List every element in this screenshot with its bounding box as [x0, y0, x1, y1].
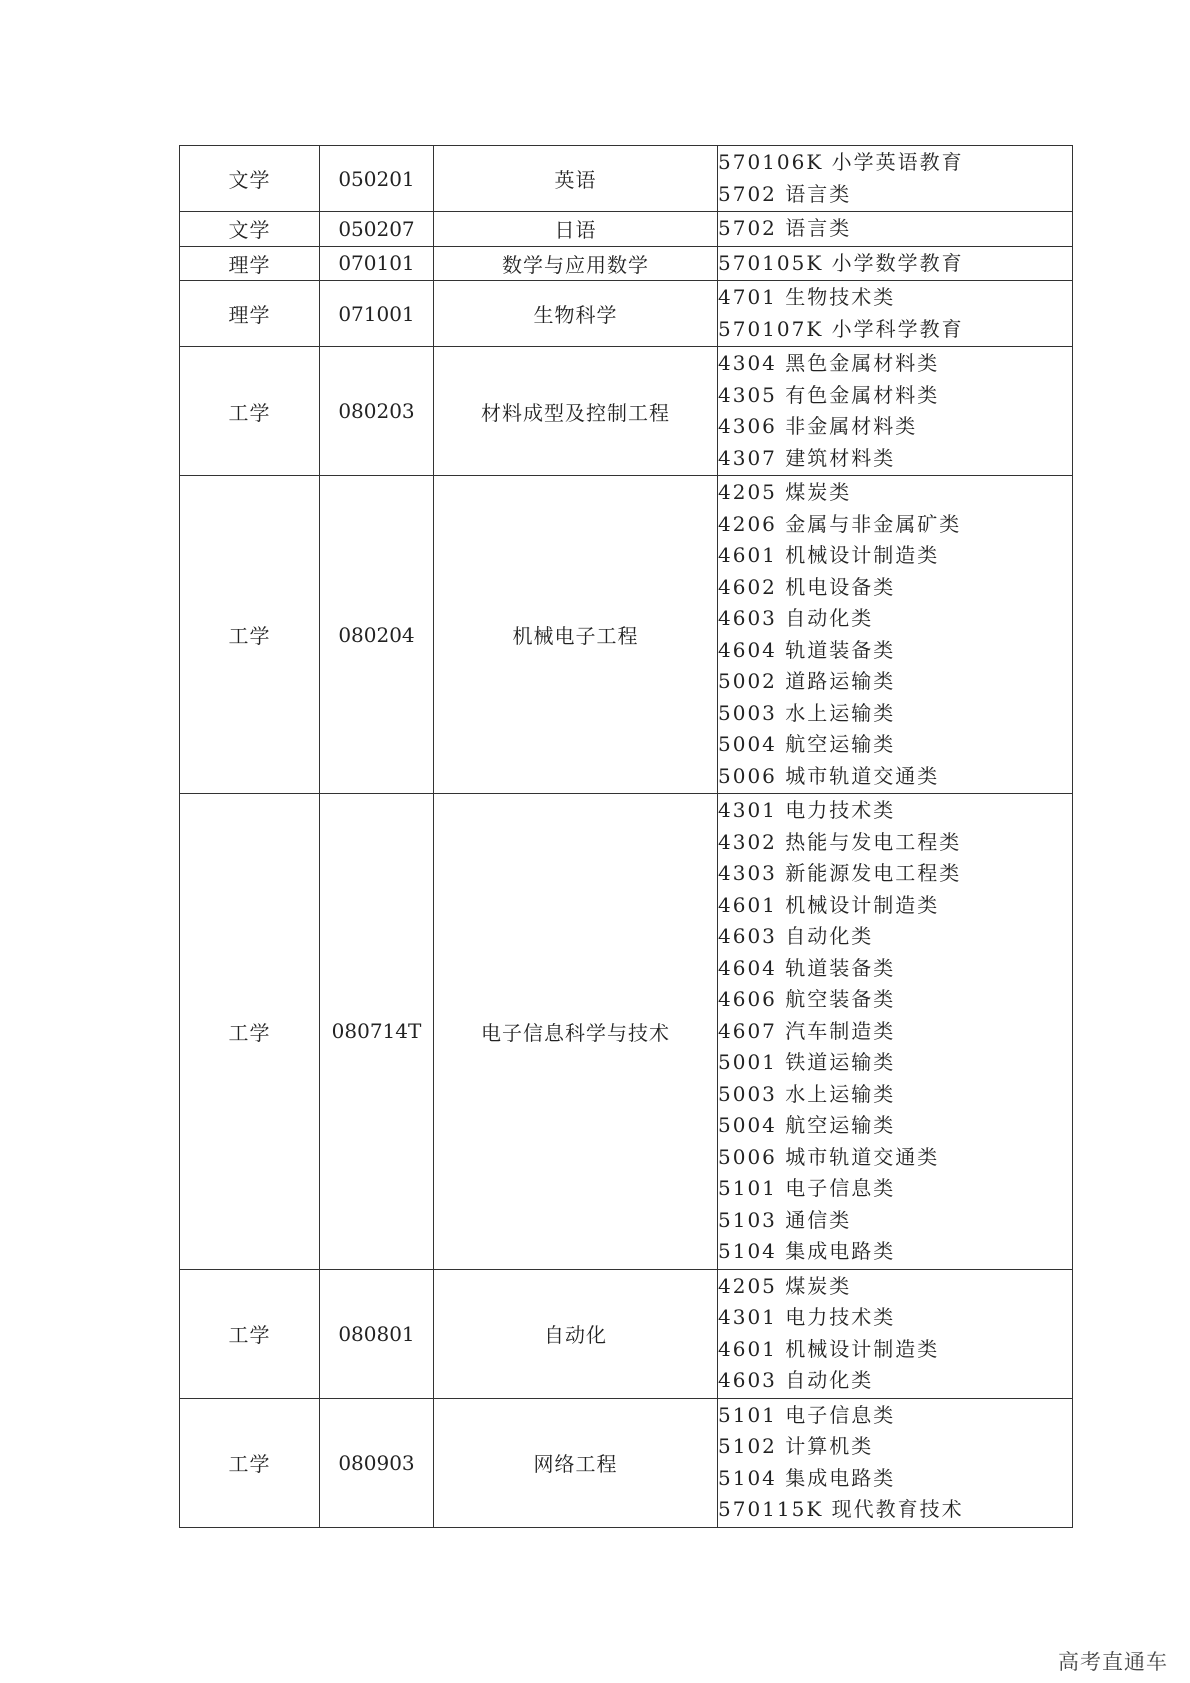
major-code-cell: 050201	[320, 146, 434, 212]
discipline-category-cell: 工学	[180, 1398, 320, 1527]
discipline-category-cell: 文学	[180, 146, 320, 212]
vocational-major-item: 5004 航空运输类	[718, 732, 896, 756]
major-code-cell: 080204	[320, 476, 434, 794]
major-code-cell: 050207	[320, 212, 434, 247]
vocational-majors-cell	[718, 794, 1073, 1270]
major-name-cell: 机械电子工程	[434, 476, 718, 794]
discipline-category-cell: 工学	[180, 1269, 320, 1398]
vocational-major-item: 5101 电子信息类	[718, 1176, 896, 1200]
vocational-major-item: 4604 轨道装备类	[718, 955, 896, 980]
vocational-major-item: 570107K 小学科学教育	[718, 316, 964, 341]
major-code-cell: 071001	[320, 281, 434, 347]
major-code-cell: 070101	[320, 246, 434, 281]
vocational-major-item: 4206 金属与非金属矿类	[718, 511, 962, 536]
vocational-major-item: 4301 电力技术类	[718, 1305, 896, 1329]
vocational-major-item: 4205 煤炭类	[718, 480, 852, 504]
major-name-cell: 材料成型及控制工程	[434, 347, 718, 476]
vocational-major-item: 4603 自动化类	[718, 1368, 874, 1392]
vocational-majors-cell	[718, 1269, 1073, 1398]
table-body	[180, 146, 1073, 1528]
discipline-category-cell: 理学	[180, 246, 320, 281]
major-name-cell: 生物科学	[434, 281, 718, 347]
discipline-category-cell: 工学	[180, 347, 320, 476]
vocational-major-item: 5004 航空运输类	[718, 1113, 896, 1137]
major-code-cell: 080203	[320, 347, 434, 476]
table-row	[180, 794, 1073, 1270]
vocational-major-item: 4305 有色金属材料类	[718, 382, 940, 407]
vocational-major-item: 4601 机械设计制造类	[718, 1336, 940, 1361]
vocational-majors-cell	[718, 1398, 1073, 1527]
vocational-major-item: 4604 轨道装备类	[718, 637, 896, 662]
major-name-cell: 网络工程	[434, 1398, 718, 1527]
watermark-text: 高考直通车	[1058, 1650, 1168, 1674]
vocational-major-item: 570115K 现代教育技术	[718, 1497, 964, 1521]
major-name-cell: 电子信息科学与技术	[434, 794, 718, 1270]
major-code-cell: 080801	[320, 1269, 434, 1398]
table-row	[180, 1269, 1073, 1398]
vocational-major-item: 5102 计算机类	[718, 1434, 874, 1458]
vocational-major-item: 5001 铁道运输类	[718, 1050, 896, 1074]
vocational-major-item: 4301 电力技术类	[718, 798, 896, 822]
major-name-cell: 日语	[434, 212, 718, 247]
vocational-major-item: 4306 非金属材料类	[718, 414, 918, 438]
vocational-major-item: 5104 集成电路类	[718, 1465, 896, 1490]
vocational-major-item: 5006 城市轨道交通类	[718, 1144, 940, 1169]
vocational-major-item: 5003 水上运输类	[718, 1081, 896, 1106]
vocational-major-item: 5006 城市轨道交通类	[718, 763, 940, 788]
vocational-majors-cell	[718, 246, 1073, 281]
table-row	[180, 1398, 1073, 1527]
vocational-major-item: 4701 生物技术类	[718, 285, 896, 309]
vocational-major-item: 4307 建筑材料类	[718, 445, 896, 470]
vocational-major-item: 5003 水上运输类	[718, 700, 896, 725]
table-row	[180, 146, 1073, 212]
vocational-majors-cell	[718, 212, 1073, 247]
vocational-major-item: 570105K 小学数学教育	[718, 250, 964, 275]
vocational-major-item: 4606 航空装备类	[718, 987, 896, 1011]
vocational-majors-cell	[718, 347, 1073, 476]
discipline-category-cell: 文学	[180, 212, 320, 247]
table-row	[180, 281, 1073, 347]
discipline-category-cell: 工学	[180, 476, 320, 794]
vocational-majors-cell	[718, 281, 1073, 347]
vocational-major-item: 4303 新能源发电工程类	[718, 861, 962, 885]
major-name-cell: 英语	[434, 146, 718, 212]
major-code-cell: 080903	[320, 1398, 434, 1527]
vocational-major-item: 5104 集成电路类	[718, 1239, 896, 1263]
vocational-major-item: 4205 煤炭类	[718, 1273, 852, 1298]
vocational-majors-cell	[718, 146, 1073, 212]
table-row	[180, 246, 1073, 281]
vocational-major-item: 5702 语言类	[718, 181, 852, 206]
vocational-major-item: 5101 电子信息类	[718, 1402, 896, 1427]
vocational-major-item: 4304 黑色金属材料类	[718, 351, 940, 375]
table-row	[180, 347, 1073, 476]
vocational-major-item: 4601 机械设计制造类	[718, 892, 940, 917]
table-row	[180, 476, 1073, 794]
major-name-cell: 数学与应用数学	[434, 246, 718, 281]
vocational-major-item: 4602 机电设备类	[718, 574, 896, 599]
vocational-major-item: 5002 道路运输类	[718, 669, 896, 693]
vocational-major-item: 4302 热能与发电工程类	[718, 829, 962, 854]
vocational-major-item: 570106K 小学英语教育	[718, 150, 964, 174]
discipline-category-cell: 工学	[180, 794, 320, 1270]
major-name-cell: 自动化	[434, 1269, 718, 1398]
vocational-major-item: 4603 自动化类	[718, 606, 874, 630]
major-mapping-table	[179, 145, 1073, 1528]
major-code-cell: 080714T	[320, 794, 434, 1270]
discipline-category-cell: 理学	[180, 281, 320, 347]
vocational-major-item: 4607 汽车制造类	[718, 1018, 896, 1043]
vocational-majors-cell	[718, 476, 1073, 794]
vocational-major-item: 4603 自动化类	[718, 924, 874, 948]
vocational-major-item: 5702 语言类	[718, 216, 852, 240]
vocational-major-item: 5103 通信类	[718, 1207, 852, 1232]
vocational-major-item: 4601 机械设计制造类	[718, 543, 940, 567]
table-row	[180, 212, 1073, 247]
